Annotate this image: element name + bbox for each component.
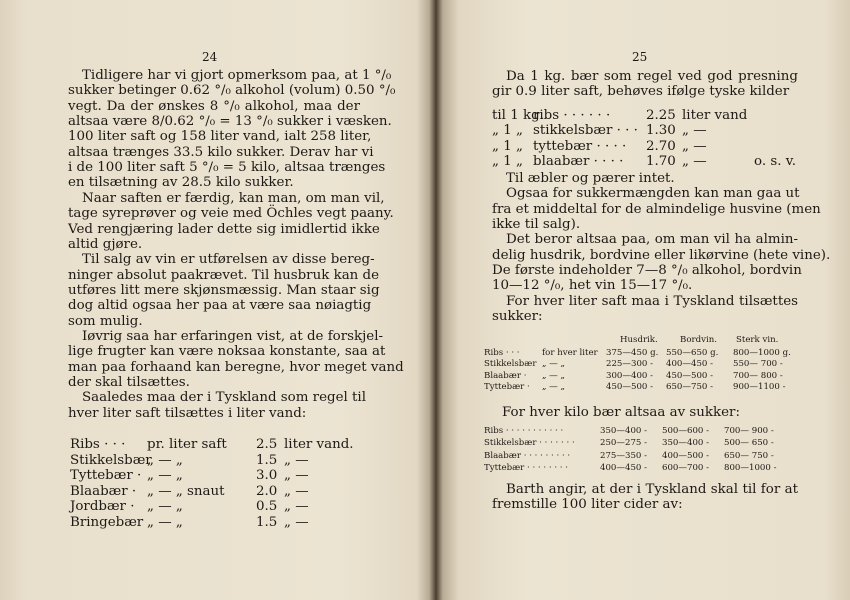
table-cell: o. s. v. <box>754 154 796 170</box>
table-cell: 2.25 <box>646 108 676 123</box>
table-cell: 1.5 <box>256 452 278 468</box>
table-cell: „ — <box>682 154 707 170</box>
table-cell: 375—450 g. <box>606 348 659 358</box>
table-cell: 2.5 <box>256 437 278 452</box>
table-cell: „ — <box>284 452 309 468</box>
table-cell: Ribs · · · <box>70 437 126 452</box>
text-line: Iøvrig saa har erfaringen vist, at de forskjel- <box>82 328 384 344</box>
table-cell: Stikkelsbær <box>484 359 537 370</box>
table-cell: 400—450 - <box>600 463 648 474</box>
table-cell: „ — „ <box>147 452 183 468</box>
text-line: i de 100 liter saft 5 °/₀ = 5 kilo, altsaa trænges <box>68 160 386 176</box>
table-cell: 300—400 - <box>606 370 654 381</box>
sugar-header: Bordvin. <box>680 335 717 345</box>
text-line: Da 1 kg. bær som regel ved god presning <box>506 69 798 84</box>
sugar-header: Sterk vin. <box>736 335 779 345</box>
table-cell: Tyttebær · <box>484 382 530 393</box>
table-cell: 500— 650 - <box>724 438 774 449</box>
table-cell: 600—700 - <box>662 463 710 474</box>
table-cell: „ — <box>682 123 707 139</box>
text-line: Tidligere har vi gjort opmerksom paa, at 1 °/₀ <box>82 68 392 83</box>
table-cell: Stikkelsbær · · · · · · · <box>484 438 575 449</box>
text-line: fra et middeltal for de almindelige husvine (men <box>492 201 821 217</box>
table-cell: 3.0 <box>256 468 278 484</box>
text-line: gir 0.9 liter saft, behøves ifølge tyske kilder <box>492 84 790 100</box>
table-cell: 400—500 - <box>662 450 710 461</box>
table-cell: 550—650 g. <box>666 348 719 358</box>
table-cell: 400—450 - <box>666 359 714 370</box>
text-line: tage syreprøver og veie med Öchles vegt paany. <box>68 206 394 222</box>
text-line: Ogsaa for sukkermængden kan man gaa ut <box>506 186 800 202</box>
right-page <box>444 0 850 600</box>
text-line: Til salg av vin er utførelsen av disse bereg- <box>82 252 375 268</box>
text-line: Til æbler og pærer intet. <box>506 171 675 186</box>
text-line: sukker: <box>492 309 543 325</box>
text-line: Barth angir, at der i Tyskland skal til for at <box>506 482 798 497</box>
text-line: De første indeholder 7—8 °/₀ alkohol, bordvin <box>492 263 802 279</box>
table-cell: 700— 800 - <box>733 370 783 381</box>
table-cell: 250—275 - <box>600 438 648 449</box>
table-cell: 1.70 <box>646 154 676 170</box>
text-line: man paa forhaand kan beregne, hvor meget vand <box>68 359 404 375</box>
table-cell: „ — „ <box>147 515 183 530</box>
table-cell: Tyttebær · <box>70 468 142 484</box>
text-line: fremstille 100 liter cider av: <box>492 497 683 513</box>
table-cell: Blaabær · <box>70 483 137 499</box>
table-cell: 275—350 - <box>600 450 648 461</box>
table-cell: Ribs · · · · · · · · · · · <box>484 426 564 436</box>
table-cell: stikkelsbær · · · <box>533 123 638 139</box>
table-cell: Ribs · · · <box>484 348 520 358</box>
table-cell: 800—1000 - <box>724 463 777 474</box>
text-line: For hver liter saft maa i Tyskland tilsættes <box>506 293 798 309</box>
table-cell: Stikkelsbær <box>70 452 152 468</box>
text-line: Saaledes maa der i Tyskland som regel til <box>82 390 366 406</box>
table-cell: 1.5 <box>256 515 278 530</box>
page-number-left: 24 <box>202 50 218 64</box>
table-cell: for hver liter <box>542 348 598 358</box>
table-cell: tyttebær · · · · <box>533 138 627 154</box>
table-cell: „ — <box>284 515 309 530</box>
table-cell: „ — <box>284 499 309 515</box>
table-cell: blaabær · · · · <box>533 154 624 170</box>
table-cell: 800—1000 g. <box>733 348 791 358</box>
text-line: altid gjøre. <box>68 236 143 252</box>
table-cell: „ — <box>682 138 707 154</box>
text-line: der skal tilsættes. <box>68 375 190 390</box>
text-line: 100 liter saft og 158 liter vand, ialt 258 liter, <box>68 129 372 145</box>
table-cell: „ — „ <box>542 370 565 381</box>
table-cell: „ 1 „ <box>492 154 523 170</box>
table-cell: til 1 kg. <box>492 108 544 123</box>
page-number-right: 25 <box>632 50 648 64</box>
table-cell: 225—300 - <box>606 359 654 370</box>
table-cell: 350—400 - <box>662 438 710 449</box>
table-cell: 650— 750 - <box>724 450 774 461</box>
table-cell: „ — „ <box>542 382 565 393</box>
sugar-header: Husdrik. <box>620 335 658 345</box>
table-cell: 350—400 - <box>600 426 648 436</box>
text-line: Ved rengjæring lader dette sig imidlertid ikke <box>68 221 380 237</box>
text-line: sukker betinger 0.62 °/₀ alkohol (volum) 0.50 °/₀ <box>68 83 396 99</box>
table-cell: 450—500 - <box>666 370 714 381</box>
text-line: altsaa trænges 33.5 kilo sukker. Derav har vi <box>68 144 374 160</box>
table-cell: 0.5 <box>256 499 278 515</box>
text-line: Det beror altsaa paa, om man vil ha almin- <box>506 232 798 248</box>
table-cell: 2.0 <box>256 483 278 499</box>
text-line: vegt. Da der ønskes 8 °/₀ alkohol, maa der <box>68 98 360 114</box>
text-line: altsaa være 8/0.62 °/₀ = 13 °/₀ sukker i væsken. <box>68 114 392 130</box>
table-cell: „ — „ <box>147 468 183 484</box>
table-cell: „ — „ snaut <box>147 483 225 499</box>
table-cell: 450—500 - <box>606 382 654 393</box>
text-line: lige frugter kan være noksaa konstante, saa at <box>68 344 386 360</box>
text-line: en tilsætning av 28.5 kilo sukker. <box>68 175 294 191</box>
text-line: Naar saften er færdig, kan man, om man vil, <box>82 190 385 206</box>
text-line: ninger absolut paakrævet. Til husbruk kan de <box>68 267 380 283</box>
kilo-heading: For hver kilo bær altsaa av sukker: <box>502 405 740 420</box>
table-cell: „ — „ <box>542 359 565 370</box>
table-cell: „ — <box>284 483 309 499</box>
table-cell: „ 1 „ <box>492 123 523 139</box>
table-cell: „ 1 „ <box>492 138 523 154</box>
text-line: delig husdrik, bordvine eller likørvine (hete vine). <box>492 247 831 263</box>
table-cell: 2.70 <box>646 138 676 154</box>
text-line: dog altid ogsaa her paa at være saa nøiagtig <box>68 298 372 314</box>
table-cell: 1.30 <box>646 123 676 139</box>
text-line: som mulig. <box>68 313 143 329</box>
table-cell: pr. liter saft <box>147 437 227 452</box>
table-cell: 550— 700 - <box>733 359 783 370</box>
table-cell: Tyttebær · · · · · · · · <box>484 463 568 474</box>
table-cell: Blaabær · <box>484 370 527 381</box>
text-line: hver liter saft tilsættes i liter vand: <box>68 405 307 421</box>
table-cell: 650—750 - <box>666 382 714 393</box>
table-cell: Blaabær · · · · · · · · · <box>484 450 571 461</box>
table-cell: Jordbær · <box>70 499 135 515</box>
table-cell: Bringebær <box>70 515 144 530</box>
table-cell: liter vand. <box>284 437 354 452</box>
table-cell: 700— 900 - <box>724 426 774 436</box>
table-cell: 500—600 - <box>662 426 710 436</box>
table-cell: liter vand <box>682 108 748 123</box>
text-line: utføres litt mere skjønsmæssig. Man staar sig <box>68 282 380 298</box>
table-cell: 900—1100 - <box>733 382 786 393</box>
table-cell: „ — <box>284 468 309 484</box>
table-cell: ribs · · · · · · <box>533 108 611 123</box>
text-line: 10—12 °/₀, het vin 15—17 °/₀. <box>492 278 693 294</box>
table-cell: „ — „ <box>147 499 183 515</box>
text-line: ikke til salg). <box>492 217 581 233</box>
